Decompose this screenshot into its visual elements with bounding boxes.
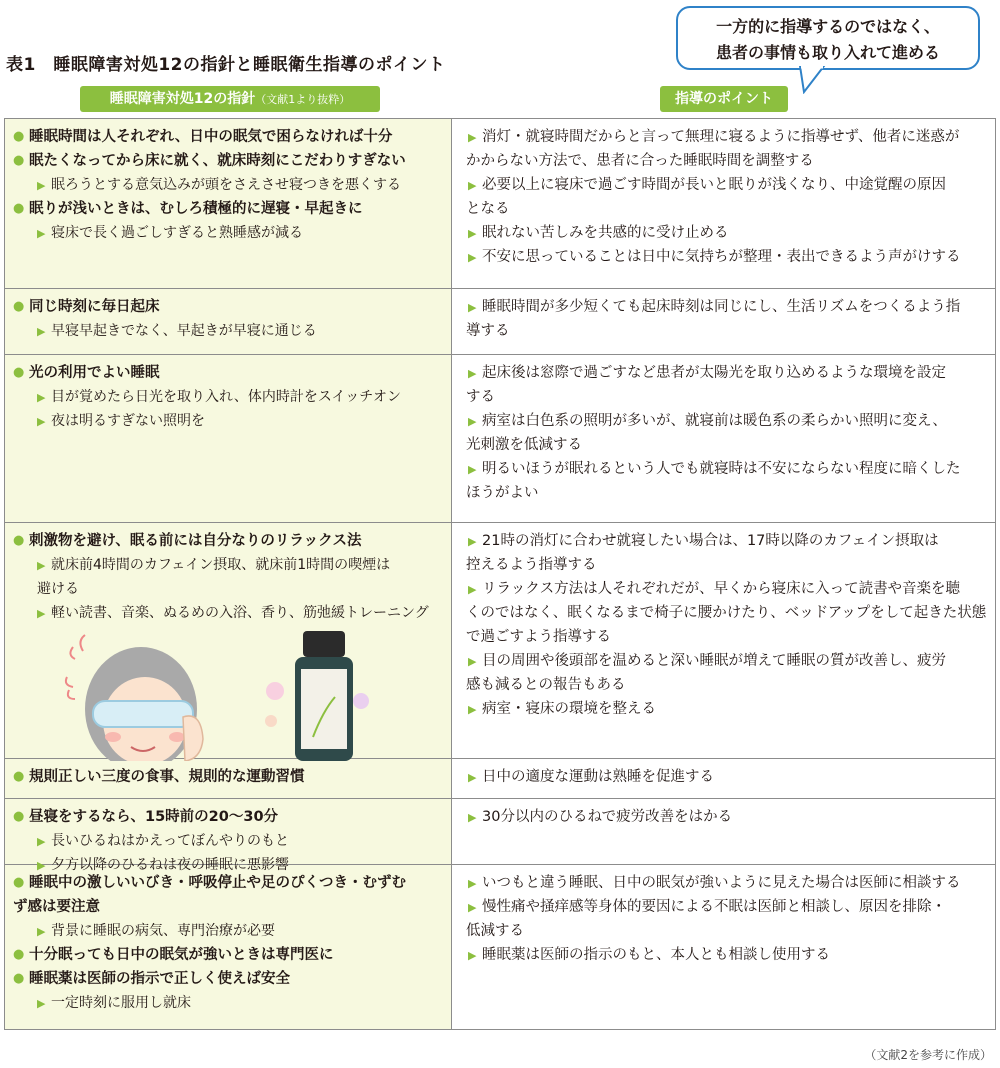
guideline-subitem: ず感は要注意 [13,899,100,915]
point-item: ▶ 消灯・就寝時間だからと言って無理に寝るように指導せず、他者に迷惑が [466,125,987,149]
bubble-line-2: 患者の事情も取り入れて進める [715,43,940,62]
point-item: ▶ 30分以内のひるねで疲労改善をはかる [466,805,987,829]
point-item: ▶ 慢性痛や掻痒感等身体的要因による不眠は医師と相談し、原因を排除・ [466,895,987,919]
point-item: ▶ 病室・寝床の環境を整える [466,697,987,721]
point-item: ▶ 眠れない苦しみを共感的に受け止める [466,221,987,245]
guideline-cell [4,799,452,873]
point-cell [452,865,996,1029]
point-item: ▶ 明るいほうが眠れるという人でも就寝時は不安にならない程度に暗くした [466,457,987,481]
point-item: ▶ 日中の適度な運動は熟睡を促進する [466,765,987,789]
guideline-item: ● 睡眠時間は人それぞれ、日中の眠気で困らなければ十分 [13,125,443,149]
point-cell [452,759,996,798]
source-note: （文献2を参考に作成） [864,1048,992,1062]
bubble-tail-icon [790,66,830,94]
point-item-continuation: で過ごすよう指導する [466,629,611,645]
point-item: ▶ いつもと違う睡眠、日中の眠気が強いように見えた場合は医師に相談する [466,871,987,895]
point-item: ▶ 目の周囲や後頭部を温めると深い睡眠が増えて睡眠の質が改善し、疲労 [466,649,987,673]
point-cell [452,523,996,758]
guideline-item: ● 眠たくなってから床に就く、就床時刻にこだわりすぎない [13,149,443,173]
guideline-item: ● 昼寝をするなら、15時前の20〜30分 [13,805,443,829]
point-item-continuation: 控えるよう指導する [466,557,597,573]
point-item-continuation: 光刺激を低減する [466,437,582,453]
guideline-subitem: ▶ 背景に睡眠の病気、専門治療が必要 [13,919,443,943]
point-cell [452,799,996,864]
guideline-cell [4,119,452,288]
point-item: ▶ リラックス方法は人それぞれだが、早くから寝床に入って読書や音楽を聴 [466,577,987,601]
guideline-subitem: ▶ 就床前4時間のカフェイン摂取、就床前1時間の喫煙は [13,553,443,577]
relax-illustration [13,629,443,761]
point-item: ▶ 起床後は窓際で過ごすなど患者が太陽光を取り込めるような環境を設定 [466,361,987,385]
guideline-subitem: ▶ 目が覚めたら日光を取り入れ、体内時計をスイッチオン [13,385,443,409]
guideline-item: ● 睡眠中の激しいいびき・呼吸停止や足のぴくつき・むずむ [13,871,443,895]
guideline-item: ● 規則正しい三度の食事、規則的な運動習慣 [13,765,443,789]
guideline-subitem: ▶ 軽い読書、音楽、ぬるめの入浴、香り、筋弛緩トレーニング [13,601,443,625]
guideline-subitem: ▶ 夜は明るすぎない照明を [13,409,443,433]
point-item-continuation: 感も減るとの報告もある [466,677,626,693]
point-item: ▶ 睡眠薬は医師の指示のもと、本人とも相談し使用する [466,943,987,967]
point-cell [452,355,996,522]
point-cell [452,289,996,354]
bubble-line-1: 一方的に指導するのではなく、 [716,17,940,36]
table-row [4,289,996,355]
table-row [4,865,996,1030]
point-item-continuation: くのではなく、眠くなるまで椅子に腰かけたり、ベッドアップをして起きた状態 [466,605,987,621]
point-item-continuation: かからない方法で、患者に合った睡眠時間を調整する [466,153,814,169]
table-row [4,759,996,799]
guideline-table [4,118,996,1030]
guideline-item: ● 刺激物を避け、眠る前には自分なりのリラックス法 [13,529,443,553]
guideline-subitem: ▶ 眠ろうとする意気込みが頭をさえさせ寝つきを悪くする [13,173,443,197]
point-item: ▶ 不安に思っていることは日中に気持ちが整理・表出できるよう声がけする [466,245,987,269]
guideline-subitem: ▶ 寝床で長く過ごしすぎると熟睡感が減る [13,221,443,245]
point-item-continuation: ほうがよい [466,485,539,501]
point-item: ▶ 必要以上に寝床で過ごす時間が長いと眠りが浅くなり、中途覚醒の原因 [466,173,987,197]
guideline-cell [4,759,452,798]
guideline-item: ● 光の利用でよい睡眠 [13,361,443,385]
point-item-continuation: となる [466,201,510,217]
speech-bubble [676,6,980,70]
guideline-item: ● 眠りが浅いときは、むしろ積極的に遅寝・早起きに [13,197,443,221]
guideline-item: ● 十分眠っても日中の眠気が強いときは専門医に [13,943,443,967]
table-row [4,119,996,289]
guideline-subitem: 避ける [37,581,79,597]
guideline-subitem: ▶ 長いひるねはかえってぼんやりのもと [13,829,443,853]
point-item-continuation: する [466,389,495,405]
right-column-header [660,86,788,112]
point-item-continuation: 導する [466,323,510,339]
guideline-subitem: ▶ 一定時刻に服用し就床 [13,991,443,1015]
guideline-subitem: ▶ 早寝早起きでなく、早起きが早寝に通じる [13,319,443,343]
guideline-cell [4,865,452,1029]
guideline-item: ● 睡眠薬は医師の指示で正しく使えば安全 [13,967,443,991]
point-item: ▶ 睡眠時間が多少短くても起床時刻は同じにし、生活リズムをつくるよう指 [466,295,987,319]
guideline-cell [4,523,452,758]
table-row [4,355,996,523]
right-header-label: 指導のポイント [675,91,773,107]
left-column-header [80,86,380,112]
aroma-bottle-illustration [265,631,369,761]
table-row [4,523,996,759]
point-item-continuation: 低減する [466,923,524,939]
guideline-cell [4,289,452,354]
table-title: 表1 睡眠障害対処12の指針と睡眠衛生指導のポイント [6,55,446,75]
guideline-item: ● 同じ時刻に毎日起床 [13,295,443,319]
guideline-cell [4,355,452,522]
table-row [4,799,996,873]
guideline-subitem: ▶ 夕方以降のひるねは夜の睡眠に悪影響 [13,853,443,877]
left-header-note: （文献1より抜粋） [255,93,351,106]
eye-mask-person-illustration [66,635,203,761]
point-cell [452,119,996,288]
point-item: ▶ 病室は白色系の照明が多いが、就寝前は暖色系の柔らかい照明に変え、 [466,409,987,433]
left-header-label: 睡眠障害対処12の指針 [109,91,256,107]
point-item: ▶ 21時の消灯に合わせ就寝したい場合は、17時以降のカフェイン摂取は [466,529,987,553]
